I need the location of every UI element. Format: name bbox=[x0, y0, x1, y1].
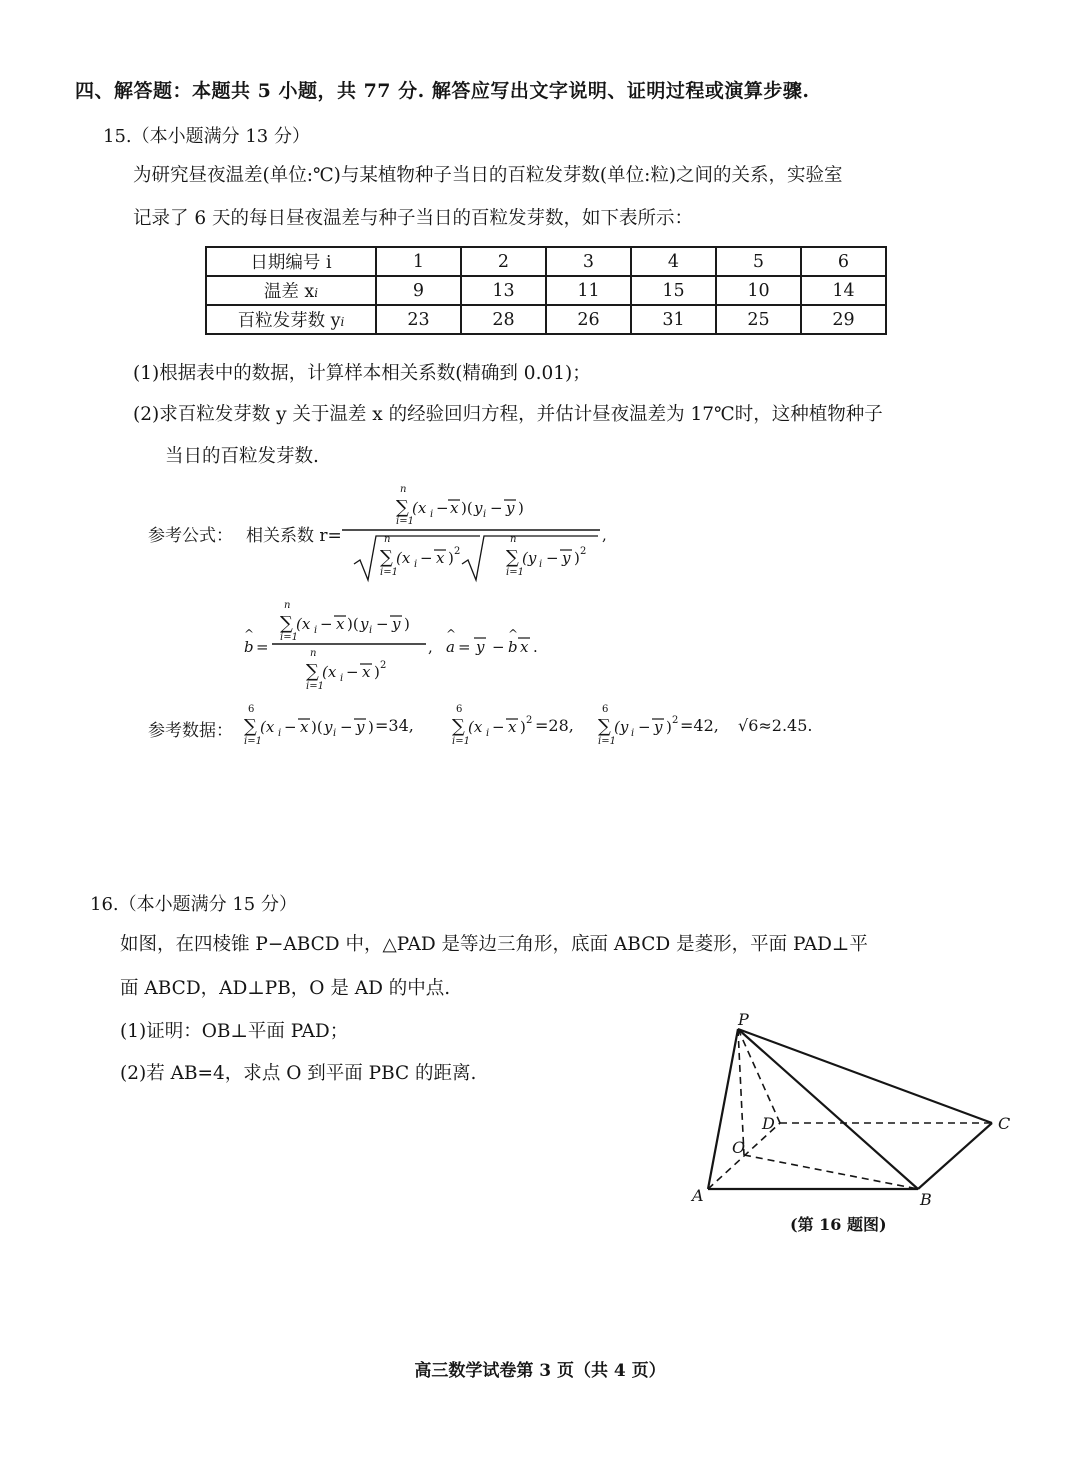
svg-text:=: = bbox=[256, 638, 269, 656]
svg-text:i=1: i=1 bbox=[380, 567, 398, 578]
svg-text:y: y bbox=[356, 718, 365, 736]
svg-text:^: ^ bbox=[446, 627, 457, 641]
svg-text:y: y bbox=[474, 499, 483, 517]
q15-data-table bbox=[205, 246, 887, 335]
svg-text:y: y bbox=[476, 638, 485, 656]
svg-text:n: n bbox=[384, 534, 391, 545]
svg-text:): ) bbox=[574, 549, 580, 567]
svg-text:b: b bbox=[244, 638, 254, 656]
data-sxy-value: =34, bbox=[375, 716, 414, 735]
table-cell: 28 bbox=[461, 305, 546, 334]
svg-text:2: 2 bbox=[380, 660, 387, 671]
svg-text:i=1: i=1 bbox=[598, 736, 616, 747]
row-header-y: 百粒发芽数 yi bbox=[206, 305, 376, 334]
edge-PO bbox=[738, 1029, 744, 1155]
q16-line1: 如图，在四棱锥 P−ABCD 中，△PAD 是等边三角形，底面 ABCD 是菱形，平面 PAD⊥平 bbox=[120, 934, 868, 955]
table-cell: 3 bbox=[546, 247, 631, 276]
svg-text:i=1: i=1 bbox=[506, 567, 524, 578]
edge-PA bbox=[708, 1029, 738, 1189]
table-cell: 2 bbox=[461, 247, 546, 276]
svg-text:.: . bbox=[533, 638, 538, 656]
svg-text:(x: (x bbox=[322, 663, 337, 681]
svg-text:x: x bbox=[450, 499, 459, 517]
label-C: C bbox=[998, 1114, 1011, 1133]
label-O: O bbox=[732, 1138, 746, 1157]
svg-text:2: 2 bbox=[672, 715, 679, 726]
svg-text:b: b bbox=[508, 638, 518, 656]
svg-text:2: 2 bbox=[526, 715, 533, 726]
svg-text:(y: (y bbox=[522, 549, 537, 567]
label-B: B bbox=[920, 1190, 932, 1209]
table-row-y bbox=[206, 305, 886, 334]
table-cell: 10 bbox=[716, 276, 801, 305]
table-cell: 14 bbox=[801, 276, 886, 305]
svg-text:i=1: i=1 bbox=[396, 516, 414, 527]
svg-text:,: , bbox=[428, 638, 433, 656]
q16-part1: (1)证明：OB⊥平面 PAD； bbox=[120, 1021, 349, 1042]
svg-text:): ) bbox=[374, 663, 380, 681]
svg-text:∑: ∑ bbox=[396, 497, 409, 518]
svg-text:): ) bbox=[368, 718, 374, 736]
svg-text:i: i bbox=[369, 625, 373, 636]
svg-text:6: 6 bbox=[248, 704, 255, 715]
table-cell: 26 bbox=[546, 305, 631, 334]
svg-text:−: − bbox=[376, 615, 389, 633]
svg-text:(y: (y bbox=[614, 718, 629, 736]
svg-text:−: − bbox=[492, 638, 505, 656]
row-header-x: 温差 xi bbox=[206, 276, 376, 305]
table-cell: 29 bbox=[801, 305, 886, 334]
data-sqrt6-value: √6≈2.45. bbox=[738, 716, 813, 735]
label-D: D bbox=[762, 1114, 775, 1133]
svg-text:^: ^ bbox=[244, 627, 255, 641]
svg-text:x: x bbox=[362, 663, 371, 681]
svg-text:i=1: i=1 bbox=[280, 632, 298, 643]
svg-text:n: n bbox=[400, 484, 407, 495]
q15-part1: (1)根据表中的数据，计算样本相关系数(精确到 0.01)； bbox=[133, 363, 591, 384]
q16-part2: (2)若 AB=4，求点 O 到平面 PBC 的距离. bbox=[120, 1063, 477, 1084]
q15-intro-line2: 记录了 6 天的每日昼夜温差与种子当日的百粒发芽数，如下表所示： bbox=[133, 208, 694, 229]
svg-text:a: a bbox=[446, 638, 455, 656]
svg-text:−: − bbox=[284, 718, 297, 736]
svg-text:): ) bbox=[520, 718, 526, 736]
svg-text:=: = bbox=[458, 638, 471, 656]
svg-text:−: − bbox=[492, 718, 505, 736]
data-label: 参考数据： bbox=[148, 721, 233, 741]
svg-text:i: i bbox=[414, 559, 418, 570]
svg-text:∑: ∑ bbox=[380, 547, 393, 568]
svg-text:^: ^ bbox=[508, 627, 519, 641]
svg-text:∑: ∑ bbox=[598, 716, 611, 737]
q15-part2-line1: (2)求百粒发芽数 y 关于温差 x 的经验回归方程，并估计昼夜温差为 17℃时，这种植物种子 bbox=[133, 404, 883, 425]
page-footer: 高三数学试卷第 3 页（共 4 页） bbox=[414, 1361, 666, 1381]
edge-PC bbox=[738, 1029, 992, 1123]
svg-text:(x: (x bbox=[468, 718, 483, 736]
svg-text:x: x bbox=[436, 549, 445, 567]
svg-text:): ) bbox=[448, 549, 454, 567]
edge-PB bbox=[738, 1029, 918, 1189]
svg-text:i: i bbox=[333, 728, 337, 739]
svg-text:i=1: i=1 bbox=[306, 681, 324, 692]
label-A: A bbox=[692, 1186, 704, 1205]
svg-text:x: x bbox=[508, 718, 517, 736]
svg-text:): ) bbox=[666, 718, 672, 736]
pyramid-figure bbox=[680, 1005, 1030, 1210]
table-cell: 5 bbox=[716, 247, 801, 276]
svg-text:i: i bbox=[314, 625, 318, 636]
q16-header: 16.（本小题满分 15 分） bbox=[90, 894, 297, 915]
svg-text:6: 6 bbox=[602, 704, 609, 715]
data-syy-value: =42, bbox=[680, 716, 719, 735]
svg-text:−: − bbox=[320, 615, 333, 633]
svg-text:i=1: i=1 bbox=[452, 736, 470, 747]
formula-label: 参考公式： bbox=[148, 526, 233, 546]
edge-BC bbox=[918, 1123, 992, 1189]
table-cell: 25 bbox=[716, 305, 801, 334]
svg-text:i: i bbox=[483, 509, 487, 520]
svg-text:)(: )( bbox=[461, 499, 473, 517]
svg-text:): ) bbox=[518, 499, 524, 517]
svg-text:∑: ∑ bbox=[306, 661, 319, 682]
svg-text:)(: )( bbox=[311, 718, 323, 736]
row-header-day: 日期编号 i bbox=[206, 247, 376, 276]
table-cell: 11 bbox=[546, 276, 631, 305]
table-cell: 9 bbox=[376, 276, 461, 305]
svg-text:−: − bbox=[490, 499, 503, 517]
svg-text:x: x bbox=[520, 638, 529, 656]
svg-text:−: − bbox=[346, 663, 359, 681]
q15-header: 15.（本小题满分 13 分） bbox=[103, 126, 310, 147]
svg-text:i: i bbox=[278, 728, 282, 739]
label-P: P bbox=[738, 1010, 749, 1029]
svg-text:y: y bbox=[360, 615, 369, 633]
svg-text:−: − bbox=[436, 499, 449, 517]
svg-text:x: x bbox=[300, 718, 309, 736]
svg-text:−: − bbox=[420, 549, 433, 567]
table-cell: 4 bbox=[631, 247, 716, 276]
svg-text:i: i bbox=[486, 728, 490, 739]
table-cell: 1 bbox=[376, 247, 461, 276]
svg-text:∑: ∑ bbox=[452, 716, 465, 737]
table-cell: 23 bbox=[376, 305, 461, 334]
svg-text:,: , bbox=[602, 526, 607, 544]
svg-text:2: 2 bbox=[580, 546, 587, 557]
svg-text:(x: (x bbox=[260, 718, 275, 736]
svg-text:y: y bbox=[506, 499, 515, 517]
svg-text:i: i bbox=[631, 728, 635, 739]
svg-text:6: 6 bbox=[456, 704, 463, 715]
svg-text:i=1: i=1 bbox=[244, 736, 262, 747]
svg-text:n: n bbox=[510, 534, 517, 545]
svg-text:n: n bbox=[310, 648, 317, 659]
q15-part2-line2: 当日的百粒发芽数. bbox=[165, 446, 319, 467]
section-title: 四、解答题：本题共 5 小题，共 77 分. 解答应写出文字说明、证明过程或演算步骤. bbox=[75, 80, 810, 102]
svg-text:∑: ∑ bbox=[280, 613, 293, 634]
svg-text:−: − bbox=[546, 549, 559, 567]
svg-text:i: i bbox=[539, 559, 543, 570]
svg-text:2: 2 bbox=[454, 546, 461, 557]
figure-caption: (第 16 题图) bbox=[790, 1215, 887, 1234]
svg-text:(x: (x bbox=[296, 615, 311, 633]
svg-text:(x: (x bbox=[396, 549, 411, 567]
svg-text:∑: ∑ bbox=[244, 716, 257, 737]
svg-text:)(: )( bbox=[347, 615, 359, 633]
svg-text:x: x bbox=[336, 615, 345, 633]
q16-line2: 面 ABCD，AD⊥PB，O 是 AD 的中点. bbox=[120, 978, 451, 999]
correlation-formula bbox=[340, 480, 620, 590]
table-row-days bbox=[206, 247, 886, 276]
svg-text:y: y bbox=[324, 718, 333, 736]
svg-text:y: y bbox=[654, 718, 663, 736]
svg-text:y: y bbox=[392, 615, 401, 633]
svg-text:i: i bbox=[340, 673, 344, 684]
table-cell: 31 bbox=[631, 305, 716, 334]
svg-text:−: − bbox=[340, 718, 353, 736]
svg-text:−: − bbox=[638, 718, 651, 736]
data-sxx-value: =28, bbox=[535, 716, 574, 735]
table-cell: 15 bbox=[631, 276, 716, 305]
q15-intro-line1: 为研究昼夜温差(单位:℃)与某植物种子当日的百粒发芽数(单位:粒)之间的关系，实验室 bbox=[133, 165, 843, 186]
svg-text:(x: (x bbox=[412, 499, 427, 517]
table-cell: 13 bbox=[461, 276, 546, 305]
edge-OB bbox=[744, 1155, 918, 1189]
svg-text:): ) bbox=[404, 615, 410, 633]
svg-text:i: i bbox=[430, 509, 434, 520]
table-row-x bbox=[206, 276, 886, 305]
formula-r-label: 相关系数 r= bbox=[246, 526, 342, 546]
table-cell: 6 bbox=[801, 247, 886, 276]
regression-formula bbox=[240, 596, 570, 696]
svg-text:y: y bbox=[562, 549, 571, 567]
svg-text:∑: ∑ bbox=[506, 547, 519, 568]
svg-text:n: n bbox=[284, 600, 291, 611]
